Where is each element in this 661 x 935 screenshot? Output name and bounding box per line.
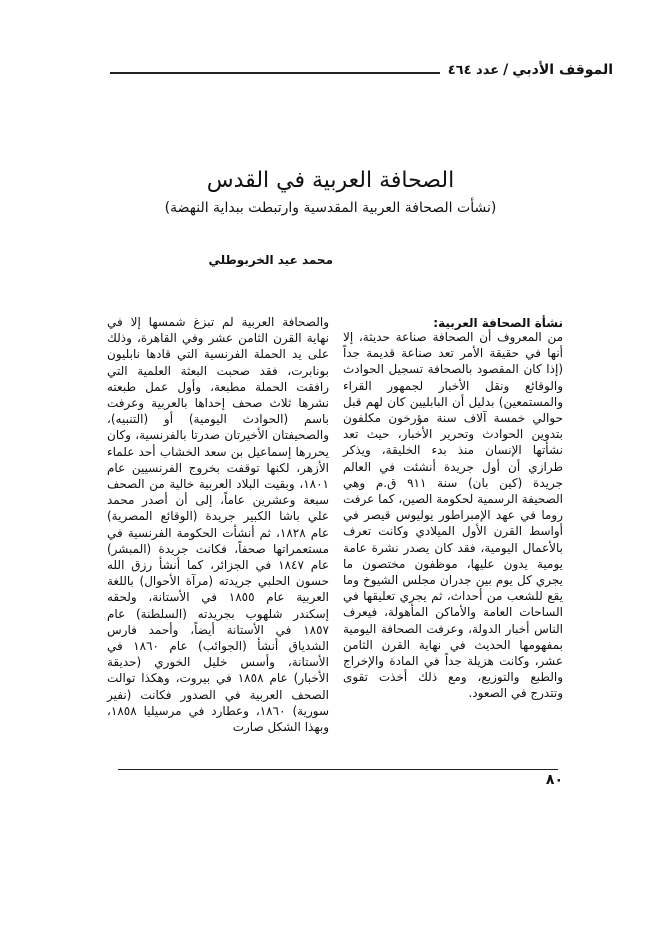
journal-name: الموقف الأدبي xyxy=(512,62,613,78)
page-number: ٨٠ xyxy=(545,772,563,788)
left-column-text: والصحافة العربية لم تبزغ شمسها إلا في نهاية القرن الثامن عشر وفي القاهرة، وذلك على يد الحملة الفرنسية التي قادها نابليون بونابرت، فقد صحبت البعثة العلمية التي رافقت الحملة مطبعة، وأول عمل طبعته نشرها ثلاث صحف إحداها بالعربية وعرفت باسم (الحوادث اليومية) أو (التنبيه)، والصحيفتان الأخيرتان صدرتا بالفرنسية، وكان يحررها إسماعيل بن سعد الخشاب أحد علماء الأزهر، لكنها توقفت بخروج الفرنسيين عام ١٨٠١، وبقيت البلاد العربية خالية من الصحف سبعة وعشرين عاماً، إلى أن أصدر محمد علي باشا الكبير جريدة (الوقائع المصرية) عام ١٨٢٨، ثم أنشأت الحكومة الفرنسية في مستعمراتها صحفاً، فكانت جريدة (المبشر) عام ١٨٤٧ في الجزائر، كما أنشأ رزق الله حسون الحلبي جريدته (مرآة الأحوال) باللغة العربية عام ١٨٥٥ في الأستانة، ولحقه إسكندر شلهوب بجريدته (السلطنة) عام ١٨٥٧ في الأستانة أيضاً، وأحمد فارس الشدياق أنشأ (الجوائب) عام ١٨٦٠ في الأستانة، وأسس خليل الخوري (حديقة الأخبار) عام ١٨٥٨ في بيروت، وهكذا توالت الصحف العربية في الصدور فكانت (نفير سورية) ١٨٦٠، وعطارد في مرسيليا ١٨٥٨، وبهذا الشكل صارت xyxy=(107,315,330,735)
footer-rule xyxy=(118,769,558,770)
section-heading: نشأة الصحافة العربية: xyxy=(433,316,563,330)
running-header xyxy=(110,58,613,82)
article-subtitle: (نشأت الصحافة العربية المقدسية وارتبطت ببداية النهضة) xyxy=(164,200,497,216)
header-rule xyxy=(110,72,440,74)
header-separator: / xyxy=(503,62,509,78)
article-title: الصحافة العربية في القدس xyxy=(206,168,455,193)
issue-number: عدد ٤٦٤ xyxy=(447,62,500,78)
right-column-text: من المعروف أن الصحافة صناعة حديثة، إلا أنها في حقيقة الأمر تعد صناعة قديمة جداً (إذا كان المقصود بالصحافة تسجيل الحوادث والوقائع ونقل الأخبار لجمهور القراء والمستمعين) بدليل أن البابليين كان لهم قبل حوالي خمسة آلاف سنة مؤرخون مكلفون بتدوين الحوادث وتحرير الأخبار، حيث تعد نشأتها الإنسان منذ بدء الخليقة، ويذكر طرازي أن أول جريدة أنشئت في العالم جريدة (كين بان) سنة ٩١١ ق.م وهي الصحيفة الرسمية لحكومة الصين، كما عرفت روما في عهد الإمبراطور يوليوس قيصر في أواسط القرن الأول الميلادي وكانت تعرف بالأعمال اليومية، فقد كان يصدر نشرة عامة يومية يدون عليها، موظفون مختصون ما يجري كل يوم بين جدران مجلس الشيوخ وما يقع للشعب من أحداث، ثم يجري تعليقها في الساحات العامة والأماكن المأهولة، فيعرف الناس أخبار الدولة، وعرفت الصحافة اليومية بمفهومها الحديث في نهاية القرن الثامن عشر، وكانت هزيلة جداً في المادة والإخراج والطبع والتوزيع، ومع ذلك أخذت تقوى وتتدرج في الصعود. xyxy=(343,330,563,701)
article-author: محمد عيد الخربوطلي xyxy=(208,253,333,267)
